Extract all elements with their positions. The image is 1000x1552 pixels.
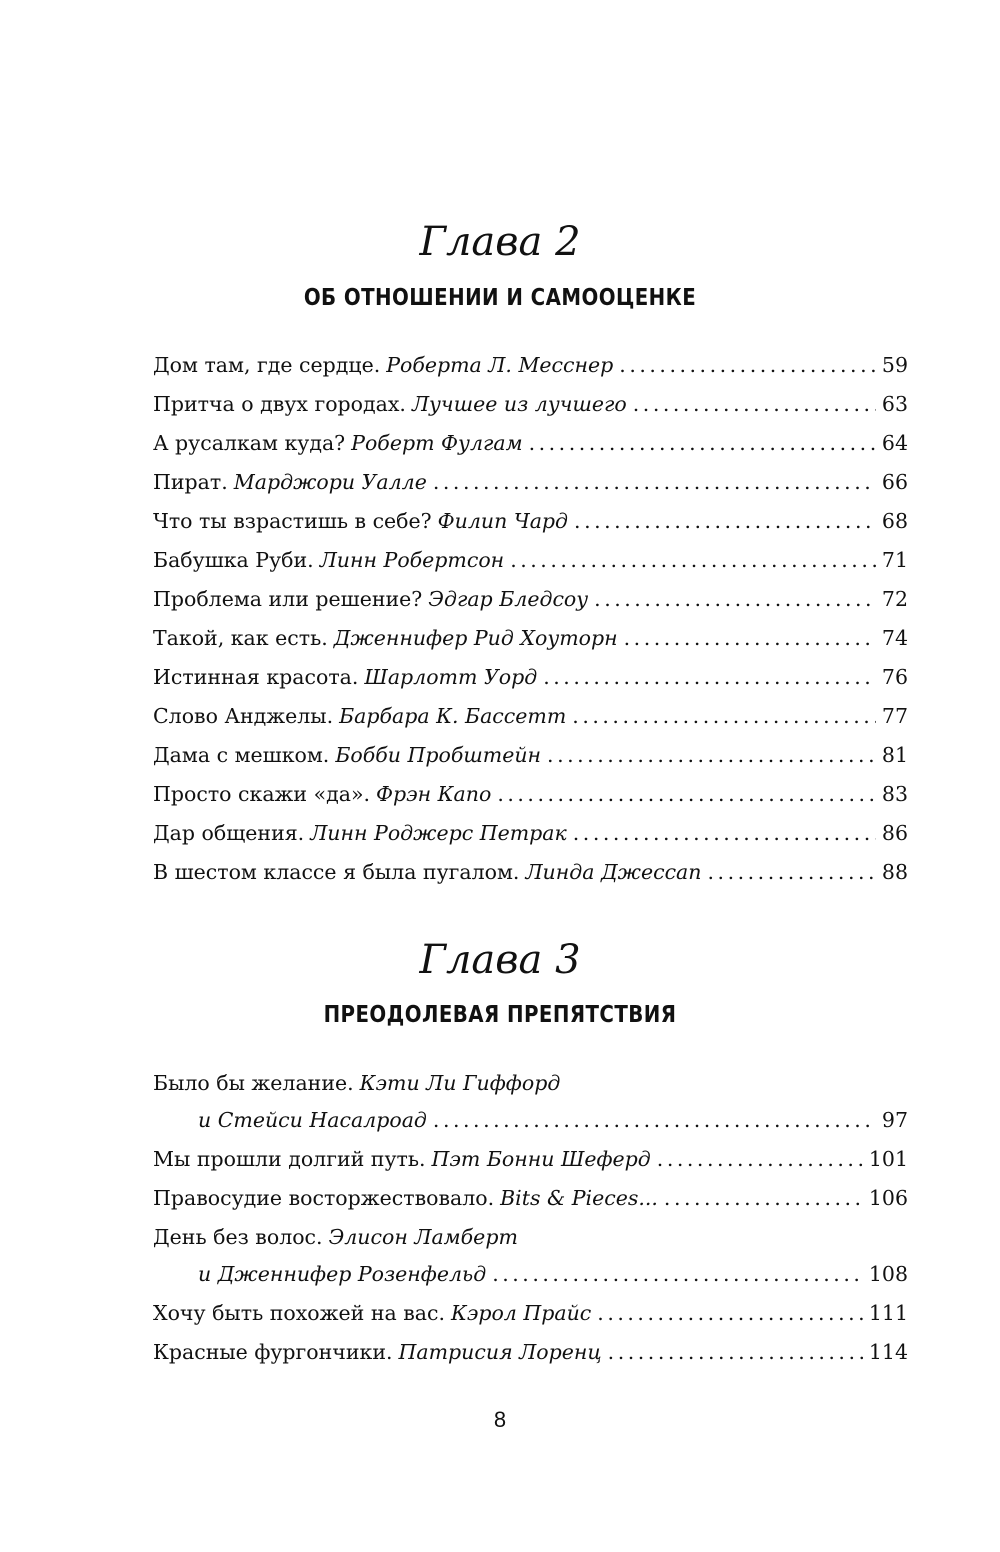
toc-entry[interactable] xyxy=(153,1064,908,1101)
toc-entry-author: Барбара К. Бассетт xyxy=(339,704,567,728)
toc-entry-author: Филип Чард xyxy=(437,509,569,533)
toc-entry-page: 77 xyxy=(881,704,908,728)
toc-entry-author: Кэти Ли Гиффорд xyxy=(359,1071,561,1095)
toc-entry-author-continued: и Стейси Насалроад xyxy=(198,1108,427,1132)
toc-entry-author: Бобби Пробштейн xyxy=(335,743,542,767)
toc-entry-page: 68 xyxy=(881,509,908,533)
toc-entry-title: Дар общения. xyxy=(153,821,305,845)
toc-entry[interactable] xyxy=(153,424,908,463)
toc-entry-page: 64 xyxy=(881,431,908,455)
toc-leader-dots xyxy=(573,814,876,853)
toc-entry-title: День без волос. xyxy=(153,1225,323,1249)
toc-entry-author: Роберта Л. Месснер xyxy=(386,353,614,377)
toc-entry[interactable] xyxy=(153,502,908,541)
toc-entry[interactable] xyxy=(153,853,908,892)
toc-entry-author: Кэрол Прайс xyxy=(451,1301,592,1325)
toc-entry-author: Линда Джессап xyxy=(525,860,702,884)
toc-entry-page: 108 xyxy=(868,1262,908,1286)
toc-entry[interactable] xyxy=(153,580,908,619)
toc-entry-title: Правосудие восторжествовало. xyxy=(153,1186,495,1210)
toc-entry-page: 66 xyxy=(881,470,908,494)
chapter-3-toc-list xyxy=(153,1064,908,1372)
toc-entry-continuation[interactable] xyxy=(153,1101,908,1140)
toc-entry[interactable] xyxy=(153,463,908,502)
toc-entry[interactable] xyxy=(153,697,908,736)
toc-entry-title: Дама с мешком. xyxy=(153,743,330,767)
toc-entry-title: Бабушка Руби. xyxy=(153,548,314,572)
toc-entry-title: Пират. xyxy=(153,470,228,494)
toc-entry-author-continued: и Дженнифер Розенфельд xyxy=(198,1262,487,1286)
toc-entry-page: 88 xyxy=(881,860,908,884)
toc-entry[interactable] xyxy=(153,658,908,697)
toc-entry-page: 72 xyxy=(881,587,908,611)
toc-entry-title: Красные фургончики. xyxy=(153,1340,393,1364)
toc-entry-page: 86 xyxy=(881,821,908,845)
toc-leader-dots xyxy=(574,502,876,541)
toc-entry[interactable] xyxy=(153,541,908,580)
toc-entry-title: Проблема или решение? xyxy=(153,587,423,611)
toc-entry-author: Линн Роджерс Петрак xyxy=(310,821,567,845)
toc-leader-dots xyxy=(572,697,876,736)
toc-entry-title: Истинная красота. xyxy=(153,665,359,689)
chapter-3-title: ПРЕОДОЛЕВАЯ ПРЕПЯТСТВИЯ xyxy=(323,1002,677,1028)
toc-entry-author: Марджори Уалле xyxy=(233,470,427,494)
chapter-2-toc-list xyxy=(153,346,908,892)
toc-entry-author: Линн Робертсон xyxy=(319,548,505,572)
toc-leader-dots xyxy=(433,463,876,502)
toc-entry-title: Было бы желание. xyxy=(153,1071,354,1095)
toc-entry-page: 111 xyxy=(868,1301,908,1325)
toc-entry[interactable] xyxy=(153,346,908,385)
toc-entry-title: Такой, как есть. xyxy=(153,626,328,650)
toc-leader-dots xyxy=(657,1140,863,1179)
toc-leader-dots xyxy=(497,775,876,814)
toc-entry-page: 74 xyxy=(881,626,908,650)
toc-entry-title: Хочу быть похожей на вас. xyxy=(153,1301,445,1325)
toc-entry-author: Эдгар Бледсоу xyxy=(428,587,589,611)
toc-entry-title: А русалкам куда? xyxy=(153,431,346,455)
toc-entry-title: Дом там, где сердце. xyxy=(153,353,381,377)
toc-entry-author: Дженнифер Рид Хоуторн xyxy=(333,626,618,650)
toc-entry-title: Мы прошли долгий путь. xyxy=(153,1147,426,1171)
toc-entry-title: Просто скажи «да». xyxy=(153,782,371,806)
toc-entry-title: Притча о двух городах. xyxy=(153,392,406,416)
toc-entry[interactable] xyxy=(153,1179,908,1218)
toc-leader-dots xyxy=(543,658,876,697)
toc-entry-page: 76 xyxy=(881,665,908,689)
toc-entry-author: Патрисия Лоренц xyxy=(398,1340,602,1364)
toc-entry-continuation[interactable] xyxy=(153,1255,908,1294)
toc-leader-dots xyxy=(594,580,876,619)
toc-entry-page: 101 xyxy=(868,1147,908,1171)
toc-entry-page: 59 xyxy=(881,353,908,377)
toc-entry-page: 81 xyxy=(881,743,908,767)
toc-entry-page: 71 xyxy=(881,548,908,572)
page-number: 8 xyxy=(493,1407,507,1432)
toc-leader-dots xyxy=(664,1179,863,1218)
toc-entry[interactable] xyxy=(153,814,908,853)
toc-leader-dots xyxy=(510,541,876,580)
toc-entry-title: Что ты взрастишь в себе? xyxy=(153,509,432,533)
toc-leader-dots xyxy=(633,385,876,424)
toc-entry[interactable] xyxy=(153,1140,908,1179)
toc-leader-dots xyxy=(433,1101,876,1140)
toc-entry-title: В шестом классе я была пугалом. xyxy=(153,860,520,884)
toc-leader-dots xyxy=(547,736,876,775)
toc-entry[interactable] xyxy=(153,385,908,424)
toc-leader-dots xyxy=(624,619,876,658)
toc-entry-author: Пэт Бонни Шеферд xyxy=(431,1147,651,1171)
toc-leader-dots xyxy=(619,346,876,385)
toc-entry-author: Фрэн Капо xyxy=(376,782,492,806)
toc-entry-page: 63 xyxy=(881,392,908,416)
toc-entry-page: 97 xyxy=(881,1108,908,1132)
toc-entry-author: Роберт Фулгам xyxy=(351,431,523,455)
toc-leader-dots xyxy=(529,424,876,463)
toc-leader-dots xyxy=(608,1333,863,1372)
toc-entry[interactable] xyxy=(153,619,908,658)
toc-entry[interactable] xyxy=(153,1333,908,1372)
toc-entry-title: Слово Анджелы. xyxy=(153,704,334,728)
toc-entry-author: Шарлотт Уорд xyxy=(364,665,538,689)
toc-entry-author: Лучшее из лучшего xyxy=(411,392,627,416)
chapter-2-title: ОБ ОТНОШЕНИИ И САМООЦЕНКЕ xyxy=(303,285,697,311)
chapter-3-heading: Глава 3 xyxy=(419,937,581,983)
toc-entry-author: Элисон Ламберт xyxy=(328,1225,518,1249)
toc-entry[interactable] xyxy=(153,736,908,775)
toc-entry[interactable] xyxy=(153,775,908,814)
toc-leader-dots xyxy=(708,853,876,892)
chapter-2-heading: Глава 2 xyxy=(419,219,581,265)
toc-entry-page: 106 xyxy=(868,1186,908,1210)
toc-leader-dots xyxy=(492,1255,863,1294)
toc-entry-page: 83 xyxy=(881,782,908,806)
toc-entry[interactable] xyxy=(153,1218,908,1255)
toc-entry-page: 114 xyxy=(868,1340,908,1364)
toc-leader-dots xyxy=(597,1294,863,1333)
toc-entry-author: Bits & Pieces... xyxy=(500,1186,658,1210)
toc-entry[interactable] xyxy=(153,1294,908,1333)
